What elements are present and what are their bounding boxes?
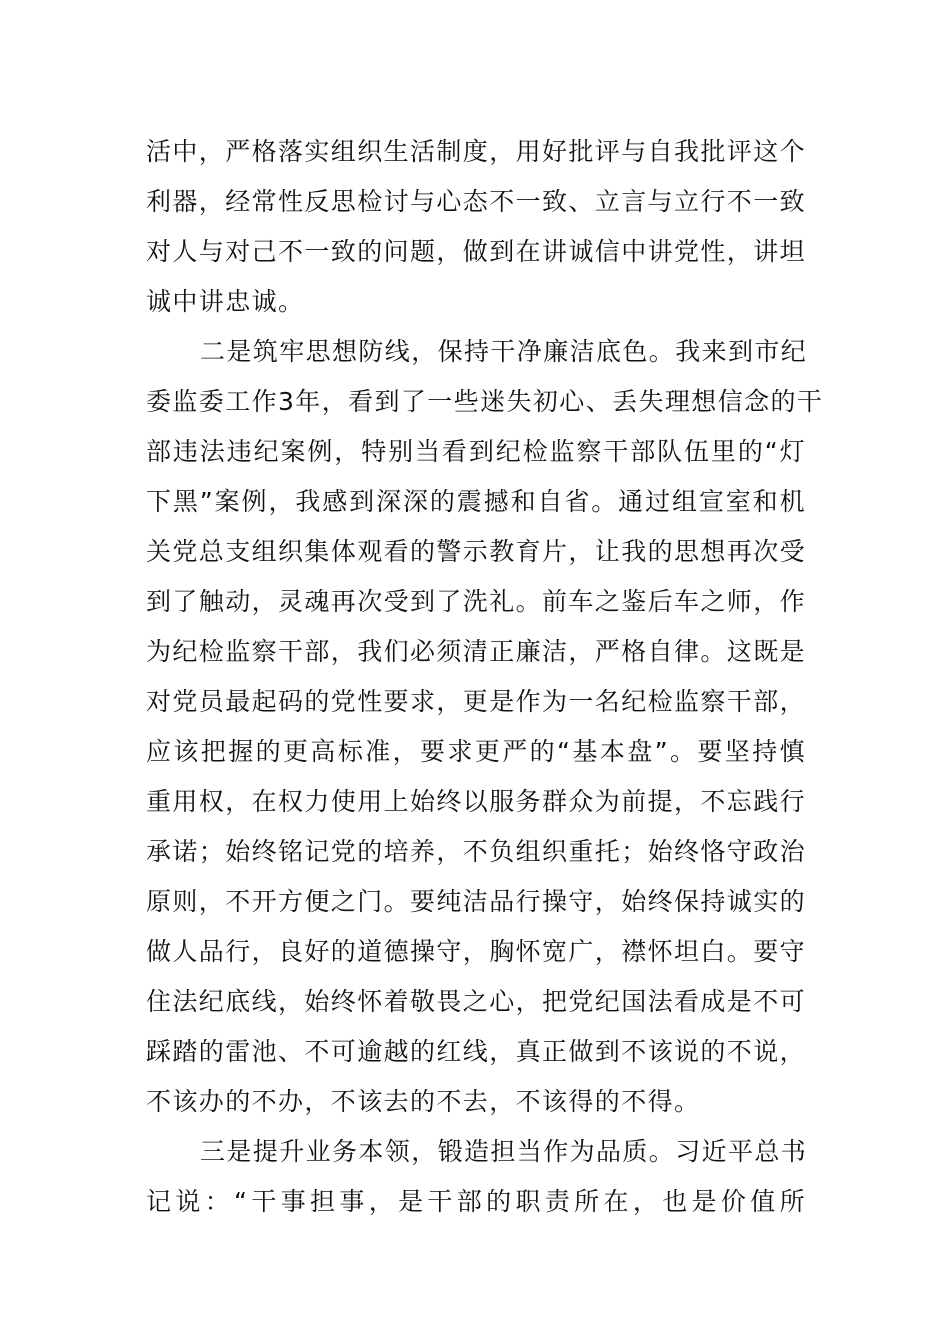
text-line: 原则，不开方便之门。要纯洁品行操守，始终保持诚实的 xyxy=(146,887,807,916)
text-line: 利器，经常性反思检讨与心态不一致、立言与立行不一致 xyxy=(146,187,807,216)
paragraph-start-line: 二是筑牢思想防线，保持干净廉洁底色。我来到市纪 xyxy=(200,337,808,366)
text-line: 应该把握的更高标准，要求更严的“基本盘”。要坚持慎 xyxy=(146,737,806,766)
text-line: 重用权，在权力使用上始终以服务群众为前提，不忘践行 xyxy=(146,787,807,816)
text-line: 对人与对己不一致的问题，做到在讲诚信中讲党性，讲坦 xyxy=(146,237,807,266)
text-line: 到了触动，灵魂再次受到了洗礼。前车之鉴后车之师，作 xyxy=(146,587,807,616)
text-line: 做人品行，良好的道德操守，胸怀宽广，襟怀坦白。要守 xyxy=(146,937,807,966)
text-line: 住法纪底线，始终怀着敬畏之心，把党纪国法看成是不可 xyxy=(146,987,807,1016)
text-line: 不该办的不办，不该去的不去，不该得的不得。 xyxy=(146,1087,701,1116)
text-line: 承诺；始终铭记党的培养，不负组织重托；始终恪守政治 xyxy=(146,837,807,866)
text-line: 诚中讲忠诚。 xyxy=(146,287,305,316)
text-line: 委监委工作3年，看到了一些迷失初心、丢失理想信念的干 xyxy=(146,387,824,416)
text-line: 为纪检监察干部，我们必须清正廉洁，严格自律。这既是 xyxy=(146,637,807,666)
text-line: 记说：“干事担事，是干部的职责所在，也是价值所 xyxy=(146,1187,806,1216)
text-line: 踩踏的雷池、不可逾越的红线，真正做到不该说的不说， xyxy=(146,1037,807,1066)
text-line: 活中，严格落实组织生活制度，用好批评与自我批评这个 xyxy=(146,137,807,166)
text-line: 下黑”案例，我感到深深的震撼和自省。通过组宣室和机 xyxy=(146,487,806,516)
text-line: 对党员最起码的党性要求，更是作为一名纪检监察干部， xyxy=(146,687,807,716)
text-line: 关党总支组织集体观看的警示教育片，让我的思想再次受 xyxy=(146,537,807,566)
paragraph-start-line: 三是提升业务本领，锻造担当作为品质。习近平总书 xyxy=(200,1137,808,1166)
text-line: 部违法违纪案例，特别当看到纪检监察干部队伍里的“灯 xyxy=(146,437,806,466)
body-text xyxy=(146,127,824,1227)
